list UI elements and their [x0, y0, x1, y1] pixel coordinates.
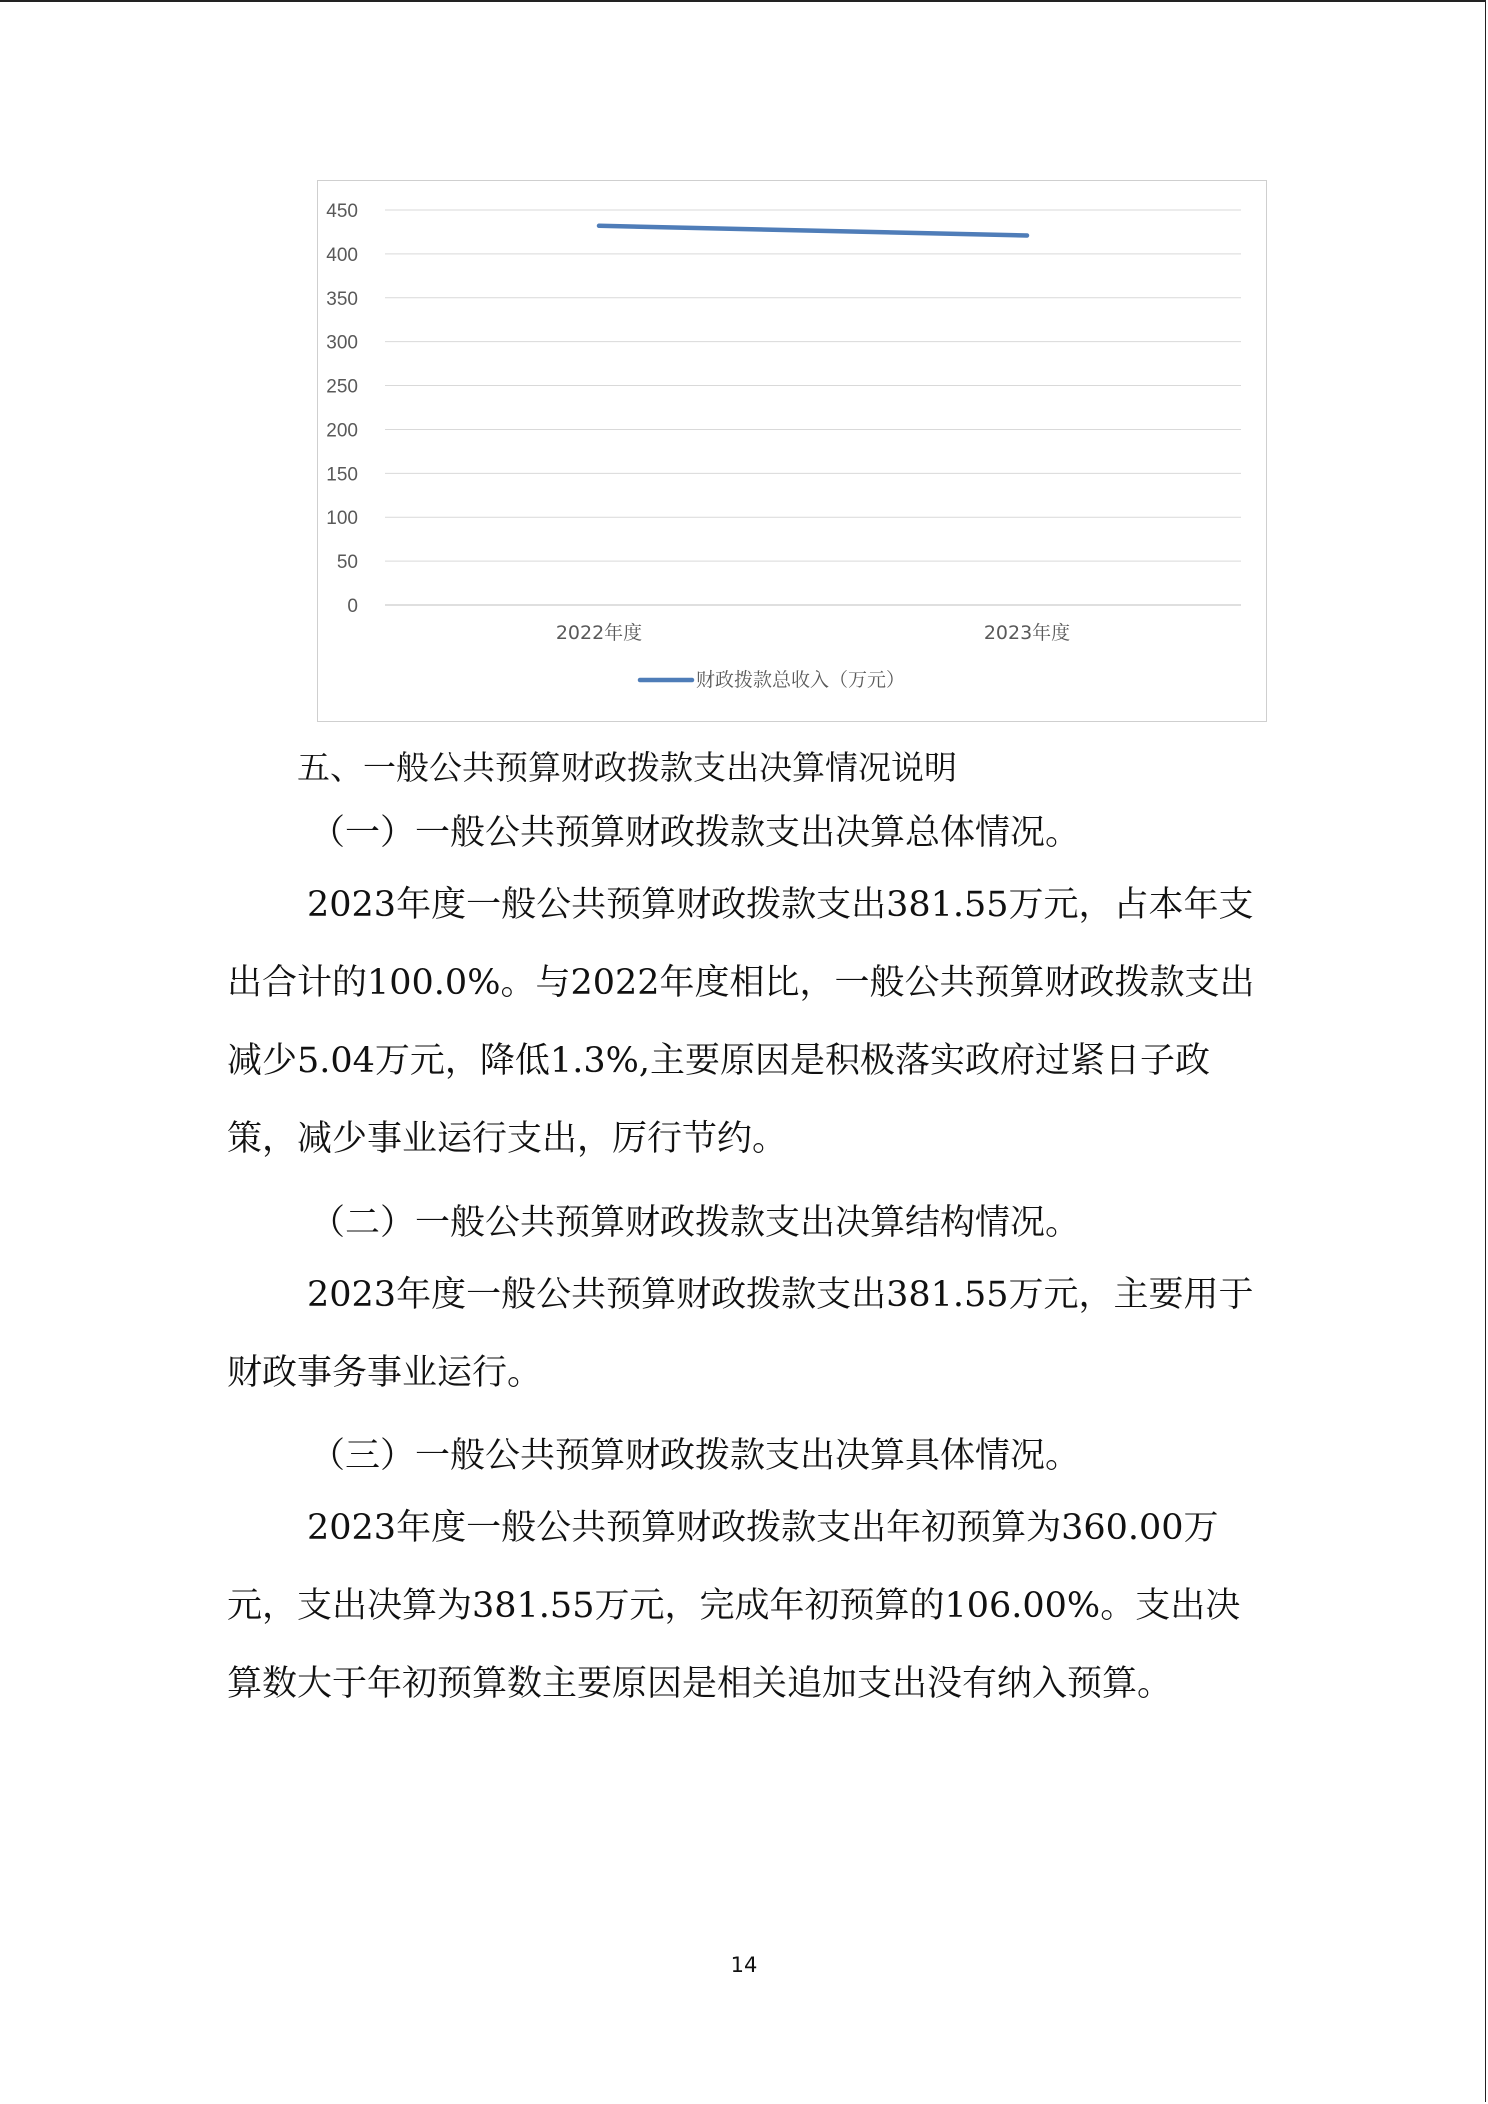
y-tick-label: 50 — [336, 552, 358, 574]
subheading-detail: （三）一般公共预算财政拨款支出决算具体情况。 — [310, 1436, 1081, 1476]
y-tick-label: 250 — [326, 376, 358, 398]
paragraph-detail: 2023年度一般公共预算财政拨款支出年初预算为360.00万元，支出决算为381.55万元，完成年初预算的106.00%。支出决算数大于年初预算数主要原因是相关追加支出没有纳入预算。 — [227, 1508, 1241, 1704]
paragraph-overall: 2023年度一般公共预算财政拨款支出381.55万元，占本年支出合计的100.0%。与2022年度相比，一般公共预算财政拨款支出减少5.04万元，降低1.3%,主要原因是积极落实政府过紧日子政策，减少事业运行支出，厉行节约。 — [227, 885, 1255, 1159]
chart-svg — [318, 181, 1266, 721]
y-tick-label: 350 — [326, 288, 358, 310]
x-tick-label: 2022年度 — [555, 622, 643, 644]
y-tick-label: 200 — [326, 420, 358, 442]
y-tick-label: 300 — [326, 332, 358, 354]
subheading-structure: （二）一般公共预算财政拨款支出决算结构情况。 — [310, 1203, 1081, 1243]
y-tick-label: 100 — [326, 508, 358, 530]
y-tick-label: 400 — [326, 244, 358, 266]
paragraph-structure: 2023年度一般公共预算财政拨款支出381.55万元，主要用于财政事务事业运行。 — [227, 1275, 1254, 1393]
page-number: 14 — [730, 1953, 758, 1977]
y-tick-label: 150 — [326, 464, 358, 486]
section-heading: 五、一般公共预算财政拨款支出决算情况说明 — [297, 748, 957, 787]
y-tick-label: 450 — [326, 201, 358, 222]
subheading-overall: （一）一般公共预算财政拨款支出决算总体情况。 — [310, 813, 1081, 853]
x-tick-label: 2023年度 — [983, 622, 1071, 644]
series-line — [599, 226, 1027, 236]
legend-label: 财政拨款总收入（万元） — [696, 669, 906, 691]
y-tick-label: 0 — [347, 596, 358, 617]
line-chart — [317, 180, 1267, 722]
